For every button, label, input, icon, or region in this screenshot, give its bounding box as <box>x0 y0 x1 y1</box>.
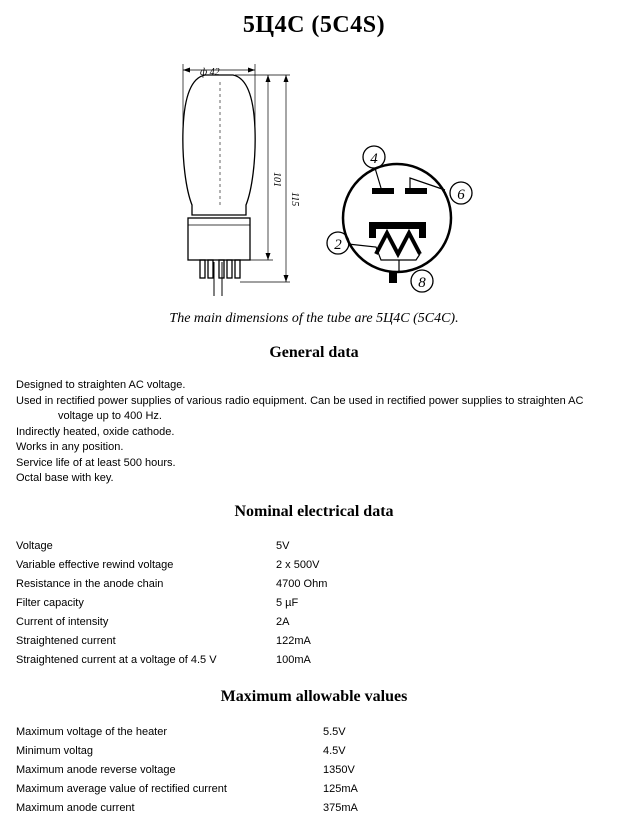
row-value: 4.5V <box>323 745 346 757</box>
pin-label-6: 6 <box>457 187 465 203</box>
nominal-data-heading: Nominal electrical data <box>234 503 394 520</box>
tube-drawing <box>0 56 628 306</box>
general-line: voltage up to 400 Hz. <box>58 410 162 422</box>
row-value: 375mA <box>323 802 358 814</box>
row-label: Variable effective rewind voltage <box>16 559 174 571</box>
maximum-values-heading: Maximum allowable values <box>220 688 408 705</box>
figure-caption: The main dimensions of the tube are 5Ц4С (5С4С). <box>169 311 459 326</box>
row-label: Voltage <box>16 540 53 552</box>
pin-label-8: 8 <box>418 275 426 291</box>
row-label: Filter capacity <box>16 597 84 609</box>
tube-base <box>188 218 250 260</box>
row-value: 122mA <box>276 635 311 647</box>
pin-label-2: 2 <box>334 237 342 253</box>
row-value: 5 µF <box>276 597 299 609</box>
pinout-diagram <box>327 146 472 292</box>
row-value: 2 x 500V <box>276 559 320 571</box>
row-label: Straightened current at a voltage of 4.5 V <box>16 654 217 666</box>
row-label: Maximum anode current <box>16 802 135 814</box>
general-line: Used in rectified power supplies of various radio equipment. Can be used in rectified power supplies to straighten AC <box>16 394 584 407</box>
tube-bulb <box>183 75 255 215</box>
general-line: Octal base with key. <box>16 472 114 484</box>
row-label: Straightened current <box>16 635 116 647</box>
row-label: Maximum anode reverse voltage <box>16 764 176 776</box>
row-value: 4700 Ohm <box>276 578 328 590</box>
general-line: Indirectly heated, oxide cathode. <box>16 425 175 438</box>
row-value: 125mA <box>323 783 358 795</box>
row-label: Maximum average value of rectified current <box>16 783 227 795</box>
row-value: 5V <box>276 540 290 552</box>
tube-pins <box>200 260 240 296</box>
general-line: Works in any position. <box>16 441 124 453</box>
dim-height-inner-label: 101 <box>271 172 282 187</box>
row-value: 1350V <box>323 764 355 776</box>
row-label: Maximum voltage of the heater <box>16 726 168 738</box>
row-label: Minimum voltag <box>16 745 94 757</box>
dim-height-outer-label: 115 <box>289 192 300 207</box>
general-line: Designed to straighten AC voltage. <box>16 379 186 391</box>
row-value: 5.5V <box>323 726 346 738</box>
general-data-heading: General data <box>269 344 359 361</box>
row-label: Current of intensity <box>16 616 109 628</box>
row-label: Resistance in the anode chain <box>16 578 164 590</box>
general-data-text <box>16 378 616 487</box>
row-value: 100mA <box>276 654 311 666</box>
dim-diameter-label: ф 42 <box>200 67 220 78</box>
row-value: 2A <box>276 616 290 628</box>
general-line: Service life of at least 500 hours. <box>16 456 176 469</box>
pin-label-4: 4 <box>370 151 378 167</box>
page-title: 5Ц4С (5С4S) <box>242 12 386 38</box>
